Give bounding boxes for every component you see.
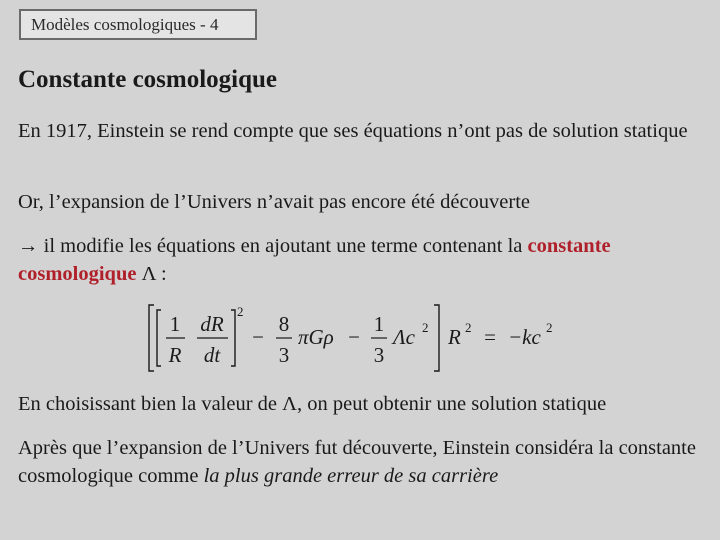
eq-sq2: 2	[422, 320, 429, 335]
paragraph-biggest-blunder-text: Après que l’expansion de l’Univers fut découverte, Einstein considéra la constante cosmologique comme	[18, 437, 696, 487]
eq-deriv-num: dR	[200, 312, 224, 336]
slide-header-label: Modèles cosmologiques - 4	[31, 15, 219, 34]
equation-svg	[146, 302, 566, 374]
outer-bracket-left	[149, 305, 154, 371]
inner-bracket-right	[231, 310, 235, 366]
outer-bracket-right	[434, 305, 439, 371]
paragraph-modification-text: → il modifie les équations en ajoutant une terme contenant la	[18, 235, 528, 257]
eq-sq3: 2	[465, 320, 472, 335]
eq-frac2-den: 3	[278, 343, 290, 367]
eq-frac2-num: 8	[278, 312, 290, 336]
friedmann-equation	[146, 302, 566, 374]
slide-header	[19, 9, 257, 40]
lambda-symbol: Λ :	[136, 263, 167, 285]
eq-R: R	[448, 325, 461, 349]
eq-equals: =	[484, 325, 496, 349]
eq-sq4: 2	[546, 320, 553, 335]
biggest-blunder-quote: la plus grande erreur de sa carrière	[203, 465, 499, 487]
eq-sq1: 2	[237, 304, 244, 319]
paragraph-modification	[18, 232, 713, 288]
cosmological-constant-highlight: constante cosmologique	[18, 235, 611, 285]
eq-deriv-den: dt	[203, 343, 221, 367]
inner-bracket-left	[157, 310, 161, 366]
eq-frac1-den: R	[168, 343, 182, 367]
paragraph-expansion: Or, l’expansion de l’Univers n’avait pas encore été découverte	[18, 191, 531, 213]
paragraph-einstein-1917: En 1917, Einstein se rend compte que ses équations n’ont pas de solution statique	[18, 120, 688, 142]
paragraph-biggest-blunder	[18, 434, 713, 490]
slide-title: Constante cosmologique	[18, 66, 278, 93]
eq-minus1: −	[252, 325, 264, 349]
eq-frac3-den: 3	[373, 343, 385, 367]
eq-frac1-num: 1	[169, 312, 181, 336]
eq-term3: Λc	[393, 325, 416, 349]
eq-frac3-num: 1	[373, 312, 385, 336]
paragraph-static-solution: En choisissant bien la valeur de Λ, on peut obtenir une solution statique	[18, 393, 607, 415]
eq-term2: πGρ	[298, 325, 334, 349]
eq-minus2: −	[348, 325, 360, 349]
eq-rhs: −kc	[508, 325, 541, 349]
